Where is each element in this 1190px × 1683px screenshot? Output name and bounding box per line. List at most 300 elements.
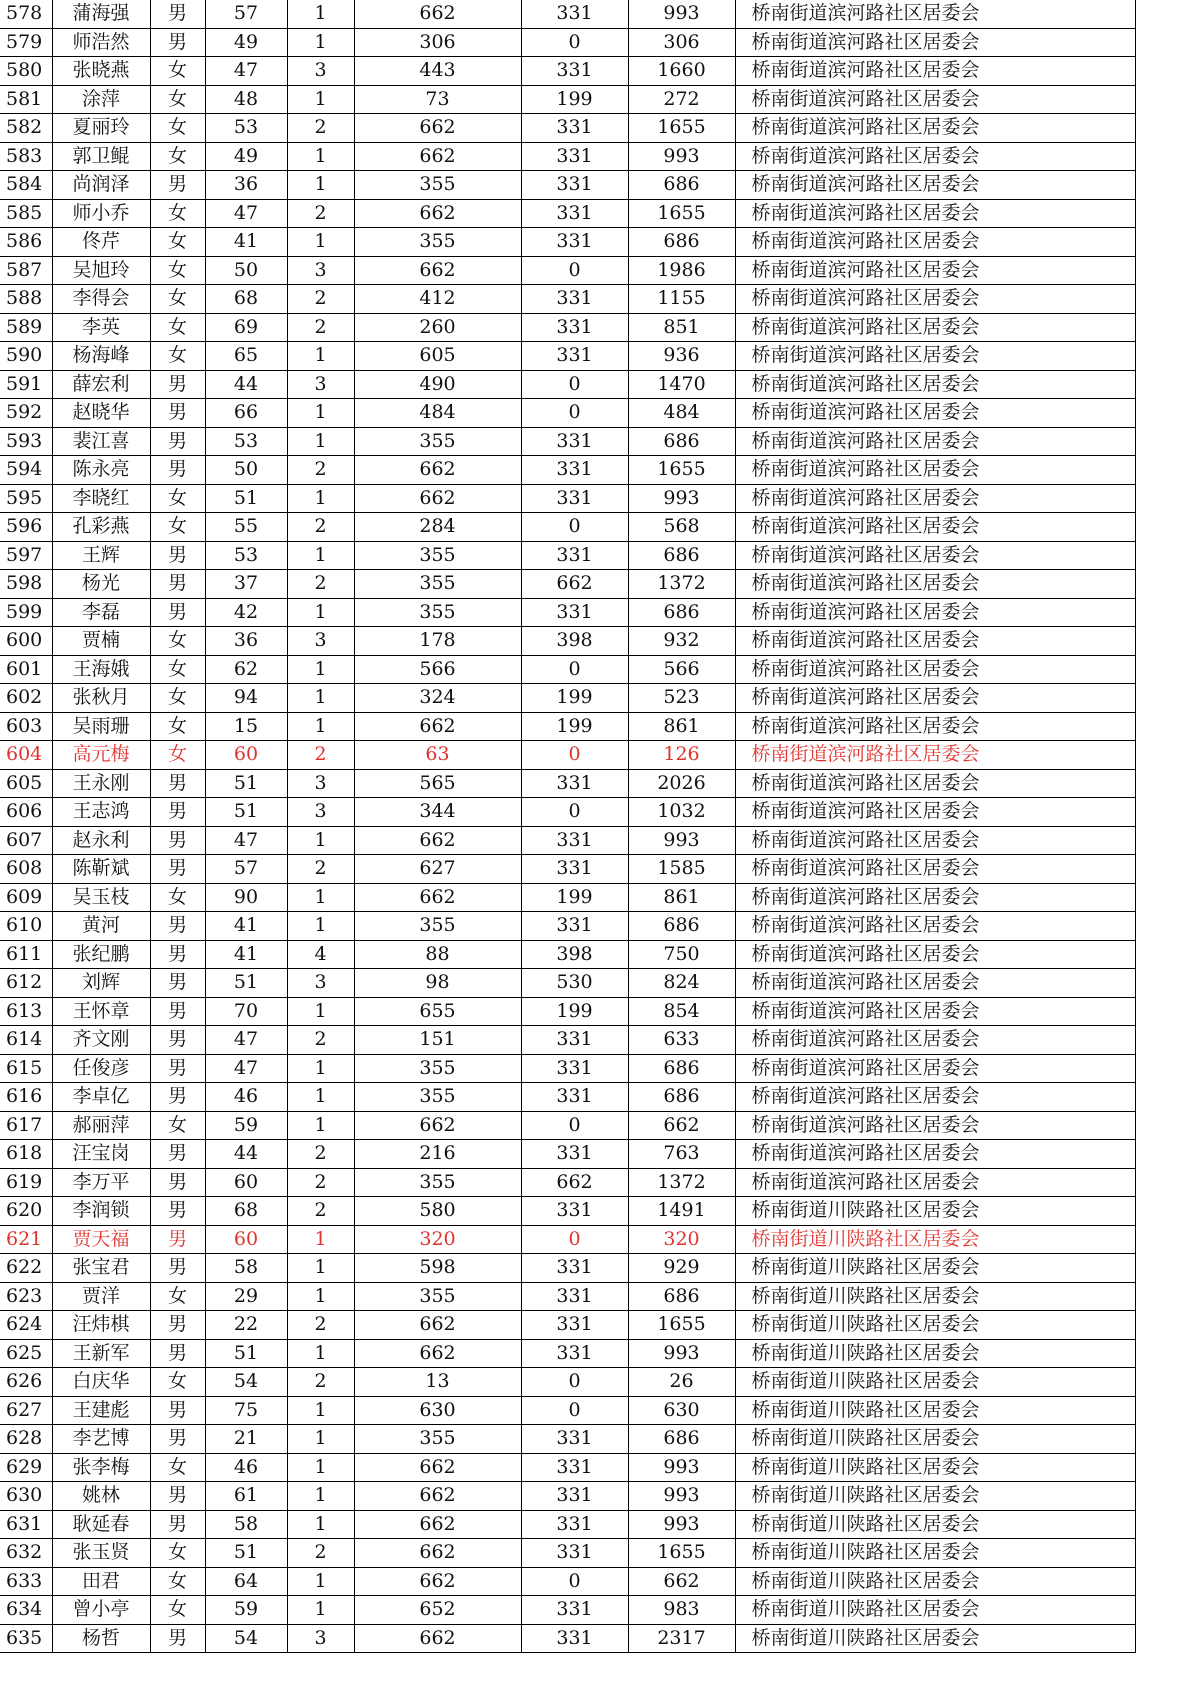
amount-2-cell: 331 — [521, 1453, 628, 1482]
row-number-cell: 596 — [0, 513, 52, 542]
age-cell: 55 — [205, 513, 287, 542]
age-cell: 53 — [205, 114, 287, 143]
community-unit-cell: 桥南街道滨河路社区居委会 — [735, 256, 1135, 285]
amount-2-cell: 331 — [521, 342, 628, 371]
age-cell: 21 — [205, 1425, 287, 1454]
person-name-cell: 汪宝岗 — [52, 1140, 150, 1169]
community-unit-cell: 桥南街道滨河路社区居委会 — [735, 0, 1135, 28]
table-row — [0, 1482, 1135, 1511]
total-amount-cell: 929 — [628, 1254, 735, 1283]
household-count-cell: 1 — [287, 1339, 354, 1368]
gender-cell: 女 — [150, 1111, 205, 1140]
amount-2-cell: 0 — [521, 370, 628, 399]
gender-cell: 男 — [150, 1140, 205, 1169]
amount-2-cell: 0 — [521, 655, 628, 684]
age-cell: 53 — [205, 541, 287, 570]
amount-2-cell: 331 — [521, 826, 628, 855]
person-name-cell: 赵永利 — [52, 826, 150, 855]
row-number-cell: 609 — [0, 883, 52, 912]
person-name-cell: 贾楠 — [52, 627, 150, 656]
household-count-cell: 1 — [287, 342, 354, 371]
person-name-cell: 耿延春 — [52, 1510, 150, 1539]
gender-cell: 男 — [150, 456, 205, 485]
total-amount-cell: 662 — [628, 1111, 735, 1140]
table-row — [0, 1168, 1135, 1197]
gender-cell: 男 — [150, 769, 205, 798]
community-unit-cell: 桥南街道滨河路社区居委会 — [735, 855, 1135, 884]
total-amount-cell: 993 — [628, 1482, 735, 1511]
table-row — [0, 769, 1135, 798]
row-number-cell: 616 — [0, 1083, 52, 1112]
gender-cell: 男 — [150, 1254, 205, 1283]
row-number-cell: 598 — [0, 570, 52, 599]
household-count-cell: 1 — [287, 1510, 354, 1539]
gender-cell: 男 — [150, 969, 205, 998]
total-amount-cell: 1660 — [628, 57, 735, 86]
total-amount-cell: 1655 — [628, 1539, 735, 1568]
amount-2-cell: 331 — [521, 1254, 628, 1283]
amount-2-cell: 331 — [521, 1624, 628, 1653]
person-name-cell: 李英 — [52, 313, 150, 342]
community-unit-cell: 桥南街道滨河路社区居委会 — [735, 171, 1135, 200]
amount-1-cell: 178 — [354, 627, 521, 656]
table-row — [0, 484, 1135, 513]
row-number-cell: 584 — [0, 171, 52, 200]
amount-2-cell: 331 — [521, 769, 628, 798]
amount-2-cell: 331 — [521, 1596, 628, 1625]
community-unit-cell: 桥南街道滨河路社区居委会 — [735, 28, 1135, 57]
amount-1-cell: 306 — [354, 28, 521, 57]
table-row — [0, 826, 1135, 855]
row-number-cell: 630 — [0, 1482, 52, 1511]
person-name-cell: 王新军 — [52, 1339, 150, 1368]
household-count-cell: 1 — [287, 228, 354, 257]
total-amount-cell: 306 — [628, 28, 735, 57]
gender-cell: 男 — [150, 1624, 205, 1653]
table-row — [0, 370, 1135, 399]
community-unit-cell: 桥南街道滨河路社区居委会 — [735, 1054, 1135, 1083]
age-cell: 68 — [205, 1197, 287, 1226]
age-cell: 60 — [205, 741, 287, 770]
person-name-cell: 张秋月 — [52, 684, 150, 713]
amount-2-cell: 331 — [521, 598, 628, 627]
amount-2-cell: 0 — [521, 1111, 628, 1140]
row-number-cell: 635 — [0, 1624, 52, 1653]
amount-2-cell: 331 — [521, 1482, 628, 1511]
person-name-cell: 贾洋 — [52, 1282, 150, 1311]
total-amount-cell: 523 — [628, 684, 735, 713]
row-number-cell: 608 — [0, 855, 52, 884]
amount-1-cell: 73 — [354, 85, 521, 114]
person-name-cell: 杨海峰 — [52, 342, 150, 371]
person-name-cell: 任俊彦 — [52, 1054, 150, 1083]
community-unit-cell: 桥南街道川陕路社区居委会 — [735, 1282, 1135, 1311]
household-count-cell: 3 — [287, 627, 354, 656]
row-number-cell: 615 — [0, 1054, 52, 1083]
table-row — [0, 741, 1135, 770]
amount-2-cell: 331 — [521, 912, 628, 941]
total-amount-cell: 854 — [628, 997, 735, 1026]
community-unit-cell: 桥南街道滨河路社区居委会 — [735, 285, 1135, 314]
household-count-cell: 2 — [287, 1197, 354, 1226]
community-unit-cell: 桥南街道川陕路社区居委会 — [735, 1510, 1135, 1539]
person-name-cell: 吴旭玲 — [52, 256, 150, 285]
amount-1-cell: 662 — [354, 484, 521, 513]
person-name-cell: 夏丽玲 — [52, 114, 150, 143]
total-amount-cell: 1655 — [628, 456, 735, 485]
total-amount-cell: 566 — [628, 655, 735, 684]
total-amount-cell: 686 — [628, 598, 735, 627]
amount-2-cell: 0 — [521, 1225, 628, 1254]
total-amount-cell: 1585 — [628, 855, 735, 884]
gender-cell: 男 — [150, 1168, 205, 1197]
total-amount-cell: 1372 — [628, 570, 735, 599]
person-name-cell: 汪炜棋 — [52, 1311, 150, 1340]
community-unit-cell: 桥南街道滨河路社区居委会 — [735, 199, 1135, 228]
age-cell: 41 — [205, 912, 287, 941]
amount-2-cell: 199 — [521, 883, 628, 912]
household-count-cell: 1 — [287, 399, 354, 428]
age-cell: 47 — [205, 199, 287, 228]
household-count-cell: 1 — [287, 1254, 354, 1283]
gender-cell: 女 — [150, 1282, 205, 1311]
amount-1-cell: 355 — [354, 912, 521, 941]
table-row — [0, 0, 1135, 28]
age-cell: 48 — [205, 85, 287, 114]
person-name-cell: 师浩然 — [52, 28, 150, 57]
community-unit-cell: 桥南街道滨河路社区居委会 — [735, 684, 1135, 713]
amount-1-cell: 598 — [354, 1254, 521, 1283]
person-name-cell: 孔彩燕 — [52, 513, 150, 542]
age-cell: 50 — [205, 456, 287, 485]
gender-cell: 男 — [150, 570, 205, 599]
community-unit-cell: 桥南街道滨河路社区居委会 — [735, 114, 1135, 143]
community-unit-cell: 桥南街道滨河路社区居委会 — [735, 598, 1135, 627]
row-number-cell: 579 — [0, 28, 52, 57]
table-row — [0, 1083, 1135, 1112]
table-row — [0, 399, 1135, 428]
community-unit-cell: 桥南街道川陕路社区居委会 — [735, 1225, 1135, 1254]
row-number-cell: 620 — [0, 1197, 52, 1226]
total-amount-cell: 936 — [628, 342, 735, 371]
total-amount-cell: 861 — [628, 883, 735, 912]
row-number-cell: 589 — [0, 313, 52, 342]
age-cell: 51 — [205, 769, 287, 798]
amount-2-cell: 398 — [521, 940, 628, 969]
amount-2-cell: 199 — [521, 684, 628, 713]
household-count-cell: 2 — [287, 199, 354, 228]
age-cell: 37 — [205, 570, 287, 599]
amount-1-cell: 662 — [354, 0, 521, 28]
amount-2-cell: 331 — [521, 199, 628, 228]
gender-cell: 男 — [150, 1225, 205, 1254]
amount-1-cell: 630 — [354, 1396, 521, 1425]
age-cell: 58 — [205, 1254, 287, 1283]
household-count-cell: 2 — [287, 313, 354, 342]
amount-1-cell: 216 — [354, 1140, 521, 1169]
gender-cell: 男 — [150, 997, 205, 1026]
total-amount-cell: 686 — [628, 1054, 735, 1083]
community-unit-cell: 桥南街道滨河路社区居委会 — [735, 370, 1135, 399]
age-cell: 51 — [205, 1539, 287, 1568]
table-row — [0, 684, 1135, 713]
amount-2-cell: 331 — [521, 427, 628, 456]
age-cell: 51 — [205, 969, 287, 998]
amount-2-cell: 398 — [521, 627, 628, 656]
gender-cell: 男 — [150, 0, 205, 28]
amount-2-cell: 331 — [521, 114, 628, 143]
person-name-cell: 王海娥 — [52, 655, 150, 684]
age-cell: 36 — [205, 171, 287, 200]
total-amount-cell: 1986 — [628, 256, 735, 285]
gender-cell: 女 — [150, 1596, 205, 1625]
row-number-cell: 603 — [0, 712, 52, 741]
person-name-cell: 杨哲 — [52, 1624, 150, 1653]
person-name-cell: 陈永亮 — [52, 456, 150, 485]
total-amount-cell: 861 — [628, 712, 735, 741]
total-amount-cell: 272 — [628, 85, 735, 114]
row-number-cell: 602 — [0, 684, 52, 713]
gender-cell: 女 — [150, 256, 205, 285]
gender-cell: 女 — [150, 1539, 205, 1568]
table-row — [0, 1624, 1135, 1653]
amount-2-cell: 331 — [521, 456, 628, 485]
gender-cell: 女 — [150, 1567, 205, 1596]
table-row — [0, 256, 1135, 285]
community-unit-cell: 桥南街道滨河路社区居委会 — [735, 456, 1135, 485]
amount-1-cell: 355 — [354, 1054, 521, 1083]
table-row — [0, 1368, 1135, 1397]
amount-1-cell: 484 — [354, 399, 521, 428]
person-name-cell: 李艺博 — [52, 1425, 150, 1454]
household-count-cell: 1 — [287, 484, 354, 513]
person-name-cell: 张晓燕 — [52, 57, 150, 86]
household-count-cell: 1 — [287, 85, 354, 114]
amount-2-cell: 331 — [521, 1425, 628, 1454]
community-unit-cell: 桥南街道滨河路社区居委会 — [735, 883, 1135, 912]
row-number-cell: 623 — [0, 1282, 52, 1311]
row-number-cell: 634 — [0, 1596, 52, 1625]
gender-cell: 男 — [150, 1482, 205, 1511]
person-name-cell: 张玉贤 — [52, 1539, 150, 1568]
amount-1-cell: 355 — [354, 171, 521, 200]
gender-cell: 女 — [150, 627, 205, 656]
community-unit-cell: 桥南街道滨河路社区居委会 — [735, 798, 1135, 827]
community-unit-cell: 桥南街道滨河路社区居委会 — [735, 1168, 1135, 1197]
table-row — [0, 969, 1135, 998]
community-unit-cell: 桥南街道川陕路社区居委会 — [735, 1453, 1135, 1482]
amount-1-cell: 605 — [354, 342, 521, 371]
household-count-cell: 3 — [287, 57, 354, 86]
household-count-cell: 2 — [287, 1368, 354, 1397]
total-amount-cell: 993 — [628, 1510, 735, 1539]
person-name-cell: 张李梅 — [52, 1453, 150, 1482]
household-count-cell: 1 — [287, 655, 354, 684]
amount-2-cell: 0 — [521, 28, 628, 57]
household-count-cell: 2 — [287, 1539, 354, 1568]
gender-cell: 男 — [150, 427, 205, 456]
age-cell: 42 — [205, 598, 287, 627]
total-amount-cell: 983 — [628, 1596, 735, 1625]
table-row — [0, 199, 1135, 228]
community-unit-cell: 桥南街道滨河路社区居委会 — [735, 1140, 1135, 1169]
amount-2-cell: 331 — [521, 541, 628, 570]
household-count-cell: 2 — [287, 1026, 354, 1055]
amount-1-cell: 98 — [354, 969, 521, 998]
household-count-cell: 1 — [287, 1425, 354, 1454]
amount-1-cell: 355 — [354, 1282, 521, 1311]
table-row — [0, 798, 1135, 827]
amount-1-cell: 13 — [354, 1368, 521, 1397]
household-count-cell: 2 — [287, 513, 354, 542]
household-count-cell: 1 — [287, 142, 354, 171]
amount-2-cell: 331 — [521, 285, 628, 314]
household-count-cell: 1 — [287, 712, 354, 741]
amount-2-cell: 331 — [521, 1339, 628, 1368]
household-count-cell: 3 — [287, 370, 354, 399]
age-cell: 65 — [205, 342, 287, 371]
amount-2-cell: 331 — [521, 228, 628, 257]
age-cell: 44 — [205, 370, 287, 399]
amount-1-cell: 355 — [354, 1425, 521, 1454]
person-name-cell: 田君 — [52, 1567, 150, 1596]
row-number-cell: 581 — [0, 85, 52, 114]
amount-1-cell: 662 — [354, 256, 521, 285]
row-number-cell: 583 — [0, 142, 52, 171]
total-amount-cell: 686 — [628, 1282, 735, 1311]
age-cell: 50 — [205, 256, 287, 285]
amount-2-cell: 0 — [521, 1567, 628, 1596]
table-row — [0, 1282, 1135, 1311]
amount-1-cell: 662 — [354, 826, 521, 855]
community-unit-cell: 桥南街道川陕路社区居委会 — [735, 1567, 1135, 1596]
person-name-cell: 李万平 — [52, 1168, 150, 1197]
community-unit-cell: 桥南街道川陕路社区居委会 — [735, 1311, 1135, 1340]
row-number-cell: 592 — [0, 399, 52, 428]
row-number-cell: 595 — [0, 484, 52, 513]
household-count-cell: 1 — [287, 1054, 354, 1083]
gender-cell: 女 — [150, 712, 205, 741]
household-count-cell: 1 — [287, 912, 354, 941]
table-row — [0, 1111, 1135, 1140]
amount-1-cell: 443 — [354, 57, 521, 86]
gender-cell: 女 — [150, 142, 205, 171]
table-row — [0, 1396, 1135, 1425]
age-cell: 57 — [205, 0, 287, 28]
gender-cell: 女 — [150, 1453, 205, 1482]
gender-cell: 男 — [150, 912, 205, 941]
community-unit-cell: 桥南街道滨河路社区居委会 — [735, 826, 1135, 855]
gender-cell: 男 — [150, 1026, 205, 1055]
household-count-cell: 2 — [287, 114, 354, 143]
household-count-cell: 1 — [287, 1596, 354, 1625]
amount-1-cell: 662 — [354, 883, 521, 912]
total-amount-cell: 1655 — [628, 1311, 735, 1340]
person-name-cell: 吴玉枝 — [52, 883, 150, 912]
amount-2-cell: 0 — [521, 256, 628, 285]
row-number-cell: 614 — [0, 1026, 52, 1055]
household-count-cell: 2 — [287, 1311, 354, 1340]
age-cell: 68 — [205, 285, 287, 314]
total-amount-cell: 320 — [628, 1225, 735, 1254]
amount-1-cell: 662 — [354, 1482, 521, 1511]
total-amount-cell: 2317 — [628, 1624, 735, 1653]
gender-cell: 男 — [150, 171, 205, 200]
amount-1-cell: 565 — [354, 769, 521, 798]
household-count-cell: 1 — [287, 1111, 354, 1140]
community-unit-cell: 桥南街道滨河路社区居委会 — [735, 940, 1135, 969]
community-unit-cell: 桥南街道滨河路社区居委会 — [735, 570, 1135, 599]
table-row — [0, 1197, 1135, 1226]
community-unit-cell: 桥南街道滨河路社区居委会 — [735, 427, 1135, 456]
amount-2-cell: 331 — [521, 855, 628, 884]
row-number-cell: 625 — [0, 1339, 52, 1368]
amount-2-cell: 331 — [521, 1140, 628, 1169]
household-count-cell: 1 — [287, 997, 354, 1026]
gender-cell: 男 — [150, 28, 205, 57]
gender-cell: 男 — [150, 1197, 205, 1226]
total-amount-cell: 568 — [628, 513, 735, 542]
row-number-cell: 631 — [0, 1510, 52, 1539]
age-cell: 46 — [205, 1453, 287, 1482]
household-count-cell: 2 — [287, 741, 354, 770]
person-name-cell: 涂萍 — [52, 85, 150, 114]
age-cell: 59 — [205, 1111, 287, 1140]
amount-2-cell: 0 — [521, 798, 628, 827]
table-row — [0, 598, 1135, 627]
community-unit-cell: 桥南街道川陕路社区居委会 — [735, 1539, 1135, 1568]
table-row — [0, 228, 1135, 257]
table-row — [0, 1225, 1135, 1254]
amount-1-cell: 355 — [354, 1083, 521, 1112]
age-cell: 70 — [205, 997, 287, 1026]
person-name-cell: 齐文刚 — [52, 1026, 150, 1055]
row-number-cell: 580 — [0, 57, 52, 86]
person-name-cell: 李得会 — [52, 285, 150, 314]
age-cell: 44 — [205, 1140, 287, 1169]
community-unit-cell: 桥南街道川陕路社区居委会 — [735, 1339, 1135, 1368]
household-count-cell: 1 — [287, 1396, 354, 1425]
community-unit-cell: 桥南街道川陕路社区居委会 — [735, 1254, 1135, 1283]
community-unit-cell: 桥南街道滨河路社区居委会 — [735, 912, 1135, 941]
person-name-cell: 薛宏利 — [52, 370, 150, 399]
household-count-cell: 1 — [287, 171, 354, 200]
person-name-cell: 李卓亿 — [52, 1083, 150, 1112]
person-name-cell: 王辉 — [52, 541, 150, 570]
total-amount-cell: 2026 — [628, 769, 735, 798]
household-count-cell: 1 — [287, 0, 354, 28]
amount-2-cell: 662 — [521, 1168, 628, 1197]
table-row — [0, 1567, 1135, 1596]
gender-cell: 男 — [150, 940, 205, 969]
row-number-cell: 626 — [0, 1368, 52, 1397]
person-name-cell: 陈靳斌 — [52, 855, 150, 884]
amount-2-cell: 0 — [521, 741, 628, 770]
person-name-cell: 师小乔 — [52, 199, 150, 228]
amount-2-cell: 0 — [521, 1396, 628, 1425]
household-count-cell: 2 — [287, 570, 354, 599]
amount-1-cell: 344 — [354, 798, 521, 827]
table-row — [0, 997, 1135, 1026]
total-amount-cell: 824 — [628, 969, 735, 998]
total-amount-cell: 686 — [628, 912, 735, 941]
row-number-cell: 628 — [0, 1425, 52, 1454]
community-unit-cell: 桥南街道川陕路社区居委会 — [735, 1197, 1135, 1226]
person-name-cell: 吴雨珊 — [52, 712, 150, 741]
amount-1-cell: 662 — [354, 712, 521, 741]
community-unit-cell: 桥南街道川陕路社区居委会 — [735, 1482, 1135, 1511]
age-cell: 58 — [205, 1510, 287, 1539]
